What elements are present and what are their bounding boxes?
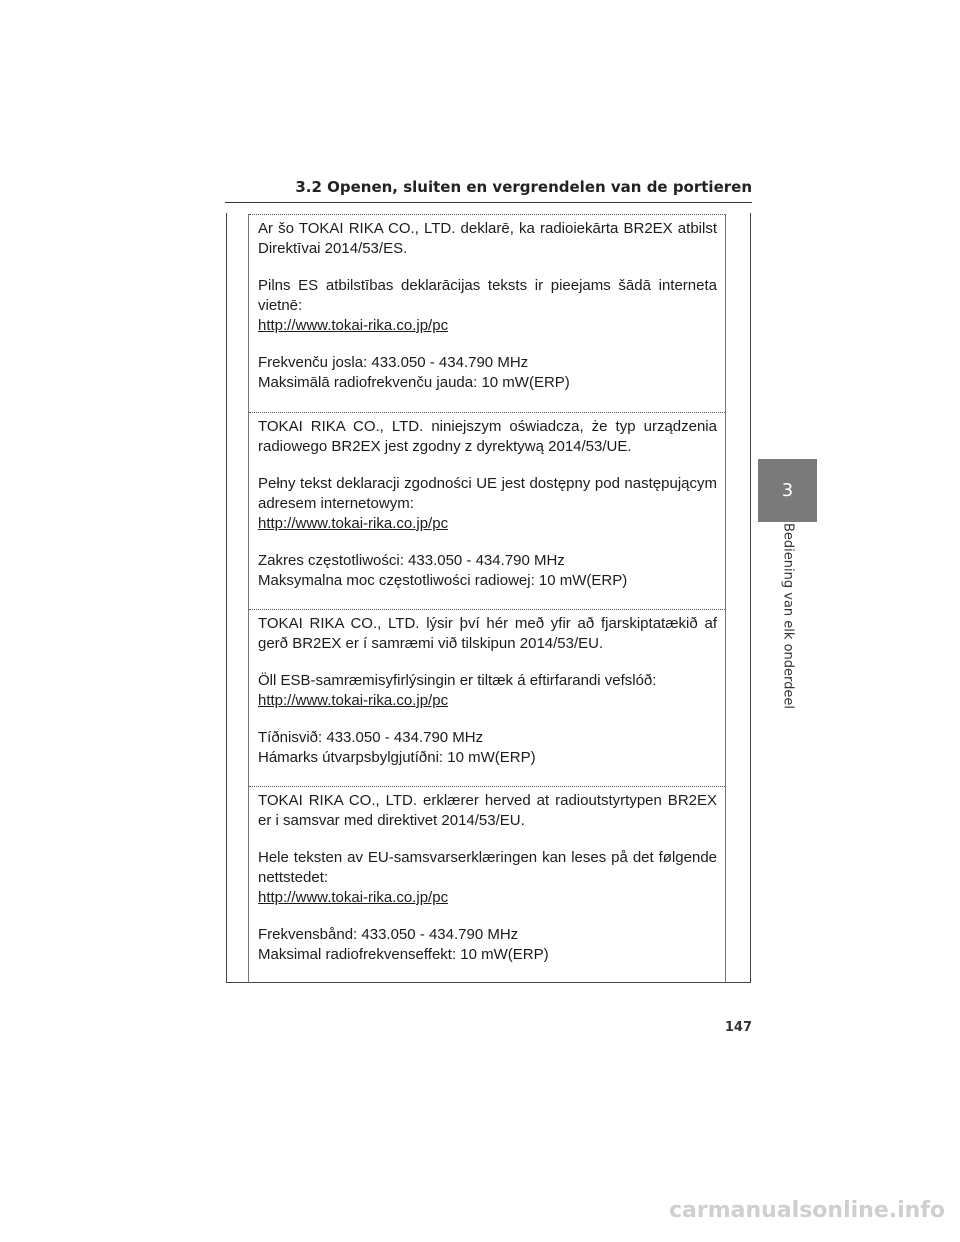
declaration-section-polish [249, 412, 725, 591]
max-power: Hámarks útvarpsbylgjutíðni: 10 mW(ERP) [258, 749, 536, 766]
frequency-band: Zakres częstotliwości: 433.050 - 434.790 MHz [258, 552, 565, 569]
chapter-tab: 3 [758, 459, 817, 522]
declaration-statement: TOKAI RIKA CO., LTD. niniejszym oświadcza, że typ urządzenia radiowego BR2EX jest zgodny z dyrektywą 2014/53/UE. [258, 418, 717, 455]
declaration-statement: Ar šo TOKAI RIKA CO., LTD. deklarē, ka radioiekārta BR2EX atbilst Direktīvai 2014/53/ES. [258, 220, 717, 257]
chapter-side-label: Bediening van elk onderdeel [780, 523, 796, 709]
page-number: 147 [724, 1020, 752, 1035]
declaration-availability: Hele teksten av EU-samsvarserklæringen kan leses på det følgende nettstedet: [258, 849, 717, 886]
max-power: Maksimālā radiofrekvenču jauda: 10 mW(ERP) [258, 374, 570, 391]
page-header: 3.2 Openen, sluiten en vergrendelen van de portieren [225, 178, 752, 203]
declaration-section-norwegian [249, 786, 725, 965]
declaration-section-icelandic [249, 609, 725, 768]
max-power: Maksimal radiofrekvenseffekt: 10 mW(ERP) [258, 946, 549, 963]
declaration-statement: TOKAI RIKA CO., LTD. lýsir því hér með yfir að fjarskiptatækið af gerð BR2EX er í samræmi við tilskipun 2014/53/EU. [258, 615, 717, 652]
declaration-link[interactable]: http://www.tokai-rika.co.jp/pc [258, 515, 449, 532]
declaration-link[interactable]: http://www.tokai-rika.co.jp/pc [258, 692, 449, 709]
declaration-link[interactable]: http://www.tokai-rika.co.jp/pc [258, 889, 449, 906]
frequency-band: Frekvenču josla: 433.050 - 434.790 MHz [258, 354, 529, 371]
max-power: Maksymalna moc częstotliwości radiowej: 10 mW(ERP) [258, 572, 628, 589]
declaration-availability: Pilns ES atbilstības deklarācijas teksts ir pieejams šādā interneta vietnē: [258, 277, 717, 314]
declaration-availability: Öll ESB-samræmisyfirlýsingin er tiltæk á eftirfarandi vefslóð: [258, 672, 657, 689]
declaration-section-latvian [249, 214, 725, 393]
declaration-link[interactable]: http://www.tokai-rika.co.jp/pc [258, 317, 449, 334]
declaration-availability: Pełny tekst deklaracji zgodności UE jest dostępny pod następującym adresem internetowym: [258, 475, 717, 512]
frequency-band: Tíðnisvið: 433.050 - 434.790 MHz [258, 729, 484, 746]
watermark: carmanualsonline.info [669, 1198, 945, 1223]
declaration-statement: TOKAI RIKA CO., LTD. erklærer herved at radioutstyrtypen BR2EX er i samsvar med direktivet 2014/53/EU. [258, 792, 717, 829]
frequency-band: Frekvensbånd: 433.050 - 434.790 MHz [258, 926, 519, 943]
